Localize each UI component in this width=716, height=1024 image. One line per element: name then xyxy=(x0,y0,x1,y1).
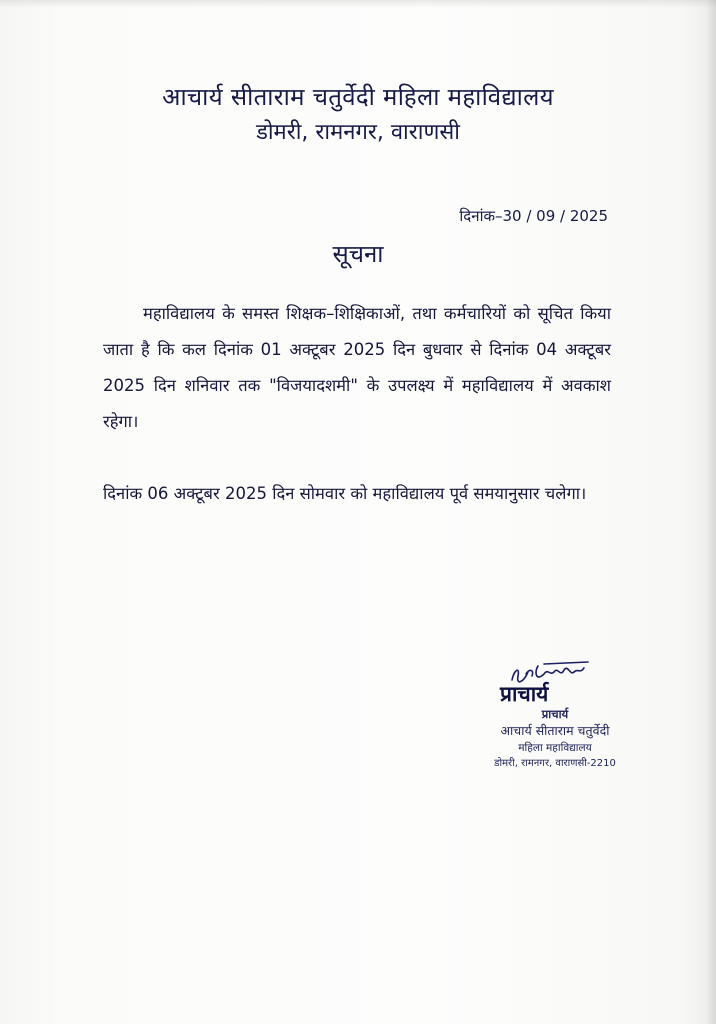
official-stamp xyxy=(460,706,650,772)
notice-paragraph-2: दिनांक 06 अक्टूबर 2025 दिन सोमवार को महाविद्यालय पूर्व समयानुसार चलेगा। xyxy=(103,484,587,503)
stamp-line-4: डोमरी, रामनगर, वाराणसी-2210 xyxy=(494,758,616,769)
stamp-line-2: आचार्य सीताराम चतुर्वेदी xyxy=(500,723,610,738)
notice-date: दिनांक–30 / 09 / 2025 xyxy=(459,207,608,225)
college-address: डोमरी, रामनगर, वाराणसी xyxy=(256,120,460,145)
stamp-line-3: महिला महाविद्यालय xyxy=(518,742,592,754)
signature-title: प्राचार्य xyxy=(500,682,549,706)
top-shadow xyxy=(0,0,716,8)
notice-paragraph-1 xyxy=(103,296,611,440)
signature-block xyxy=(460,650,660,780)
notice-heading: सूचना xyxy=(332,240,384,268)
paragraph-1-text: महाविद्यालय के समस्त शिक्षक–शिक्षिकाओं, तथा कर्मचारियों को सूचित किया जाता है कि कल दिनांक 01 अक्टूबर 2025 दिन बुधवार से दिनांक 04 अक्टूबर 2025 दिन शनिवार तक "विजयादशमी" के उपलक्ष्य में महाविद्यालय में अवकाश रहेगा। xyxy=(103,304,611,431)
stamp-line-1: प्राचार्य xyxy=(541,707,569,721)
college-name: आचार्य सीताराम चतुर्वेदी महिला महाविद्यालय xyxy=(162,83,554,111)
edge-shadow xyxy=(706,0,716,1024)
